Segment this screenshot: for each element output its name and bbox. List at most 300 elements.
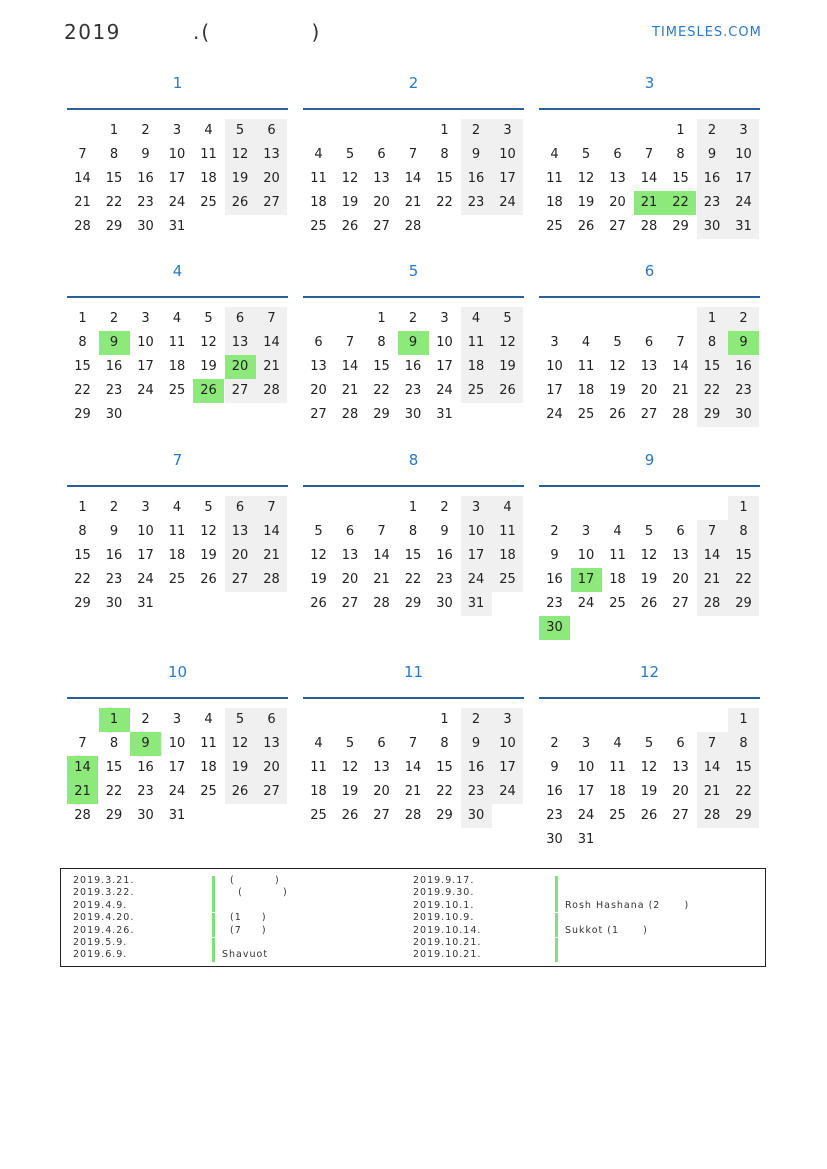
day-cell[interactable]: 17 — [461, 544, 492, 568]
day-cell[interactable]: 8 — [697, 331, 728, 355]
day-cell[interactable]: 27 — [341, 596, 359, 611]
day-cell[interactable]: 19 — [577, 195, 595, 210]
day-cell[interactable]: 25 — [609, 596, 626, 611]
day-cell[interactable]: 23 — [697, 191, 728, 215]
day-cell[interactable]: 23 — [137, 784, 154, 799]
day-cell[interactable]: 24 — [461, 568, 492, 592]
day-cell[interactable]: 1 — [109, 123, 119, 138]
day-cell[interactable]: 26 — [640, 808, 658, 823]
day-cell[interactable]: 26 — [200, 572, 217, 587]
day-cell[interactable]: 13 — [225, 520, 256, 544]
day-cell[interactable]: 24 — [577, 808, 595, 823]
day-cell[interactable]: 12 — [640, 548, 658, 563]
day-cell[interactable]: 8 — [377, 335, 386, 350]
day-cell[interactable]: 14 — [74, 171, 91, 186]
day-cell[interactable]: 13 — [225, 331, 256, 355]
day-cell[interactable]: 15 — [373, 359, 390, 374]
day-cell[interactable]: 14 — [697, 544, 728, 568]
day-cell[interactable]: 7 — [644, 147, 654, 162]
day-cell[interactable]: 18 — [168, 359, 186, 374]
day-cell[interactable]: 15 — [436, 760, 453, 775]
day-cell[interactable]: 26 — [225, 191, 256, 215]
day-cell[interactable]: 7 — [697, 732, 728, 756]
day-cell[interactable]: 24 — [137, 572, 154, 587]
day-cell[interactable]: 3 — [172, 123, 182, 138]
day-cell[interactable]: 27 — [225, 379, 256, 403]
day-cell[interactable]: 28 — [373, 596, 390, 611]
day-cell[interactable]: 18 — [310, 195, 327, 210]
day-cell[interactable]: 16 — [436, 548, 453, 563]
day-cell[interactable]: 12 — [640, 760, 658, 775]
day-cell[interactable]: 21 — [404, 784, 422, 799]
day-cell[interactable]: 3 — [492, 708, 523, 732]
day-cell[interactable]: 17 — [546, 383, 563, 398]
day-cell[interactable]: 28 — [256, 568, 287, 592]
day-cell[interactable]: 21 — [67, 780, 98, 804]
day-cell[interactable]: 8 — [78, 335, 87, 350]
day-cell[interactable]: 15 — [672, 171, 689, 186]
day-cell[interactable]: 18 — [200, 171, 217, 186]
day-cell[interactable]: 7 — [78, 147, 87, 162]
day-cell[interactable]: 1 — [99, 708, 130, 732]
day-cell[interactable]: 16 — [546, 572, 563, 587]
day-cell[interactable]: 6 — [256, 708, 287, 732]
day-cell[interactable]: 19 — [640, 784, 658, 799]
day-cell[interactable]: 2 — [550, 736, 559, 751]
day-cell[interactable]: 17 — [168, 760, 186, 775]
day-cell[interactable]: 6 — [676, 736, 685, 751]
day-cell[interactable]: 2 — [697, 119, 728, 143]
day-cell[interactable]: 28 — [640, 219, 658, 234]
day-cell[interactable]: 31 — [137, 596, 154, 611]
day-cell[interactable]: 26 — [341, 219, 359, 234]
day-cell[interactable]: 30 — [105, 407, 123, 422]
day-cell[interactable]: 30 — [137, 219, 154, 234]
day-cell[interactable]: 19 — [492, 355, 523, 379]
day-cell[interactable]: 15 — [404, 548, 422, 563]
day-cell[interactable]: 6 — [676, 524, 685, 539]
day-cell[interactable]: 10 — [492, 143, 523, 167]
day-cell[interactable]: 18 — [310, 784, 327, 799]
day-cell[interactable]: 20 — [225, 544, 256, 568]
day-cell[interactable]: 11 — [200, 736, 217, 751]
day-cell[interactable]: 21 — [256, 544, 287, 568]
day-cell[interactable]: 14 — [672, 359, 689, 374]
day-cell[interactable]: 6 — [377, 736, 386, 751]
day-cell[interactable]: 9 — [728, 331, 759, 355]
day-cell[interactable]: 26 — [341, 808, 359, 823]
day-cell[interactable]: 26 — [492, 379, 523, 403]
day-cell[interactable]: 9 — [398, 331, 429, 355]
day-cell[interactable]: 28 — [697, 804, 728, 828]
day-cell[interactable]: 21 — [256, 355, 287, 379]
day-cell[interactable]: 31 — [436, 407, 453, 422]
day-cell[interactable]: 23 — [105, 383, 123, 398]
day-cell[interactable]: 12 — [609, 359, 626, 374]
day-cell[interactable]: 18 — [168, 548, 186, 563]
day-cell[interactable]: 12 — [341, 171, 359, 186]
day-cell[interactable]: 22 — [665, 191, 696, 215]
day-cell[interactable]: 11 — [200, 147, 217, 162]
day-cell[interactable]: 1 — [728, 496, 759, 520]
day-cell[interactable]: 13 — [310, 359, 327, 374]
day-cell[interactable]: 22 — [728, 780, 759, 804]
day-cell[interactable]: 12 — [200, 335, 217, 350]
day-cell[interactable]: 17 — [168, 171, 186, 186]
day-cell[interactable]: 28 — [74, 219, 91, 234]
day-cell[interactable]: 2 — [461, 708, 492, 732]
day-cell[interactable]: 30 — [137, 808, 154, 823]
day-cell[interactable]: 22 — [404, 572, 422, 587]
day-cell[interactable]: 11 — [609, 760, 626, 775]
day-cell[interactable]: 11 — [577, 359, 595, 374]
day-cell[interactable]: 25 — [168, 383, 186, 398]
day-cell[interactable]: 14 — [256, 520, 287, 544]
day-cell[interactable]: 1 — [676, 123, 685, 138]
day-cell[interactable]: 20 — [225, 355, 256, 379]
day-cell[interactable]: 14 — [697, 756, 728, 780]
day-cell[interactable]: 16 — [105, 548, 123, 563]
day-cell[interactable]: 28 — [256, 379, 287, 403]
day-cell[interactable]: 15 — [436, 171, 453, 186]
day-cell[interactable]: 5 — [225, 708, 256, 732]
brand-logo-text[interactable]: TIMESLES.COM — [652, 25, 762, 40]
day-cell[interactable]: 4 — [461, 307, 492, 331]
day-cell[interactable]: 18 — [609, 572, 626, 587]
day-cell[interactable]: 8 — [440, 736, 449, 751]
day-cell[interactable]: 19 — [640, 572, 658, 587]
day-cell[interactable]: 4 — [613, 524, 622, 539]
day-cell[interactable]: 9 — [141, 147, 150, 162]
day-cell[interactable]: 22 — [105, 195, 123, 210]
day-cell[interactable]: 26 — [577, 219, 595, 234]
day-cell[interactable]: 17 — [492, 167, 523, 191]
day-cell[interactable]: 23 — [546, 596, 563, 611]
day-cell[interactable]: 3 — [550, 335, 559, 350]
day-cell[interactable]: 3 — [172, 712, 182, 727]
day-cell[interactable]: 30 — [461, 804, 492, 828]
day-cell[interactable]: 17 — [492, 756, 523, 780]
day-cell[interactable]: 12 — [200, 524, 217, 539]
day-cell[interactable]: 6 — [314, 335, 323, 350]
day-cell[interactable]: 15 — [697, 355, 728, 379]
day-cell[interactable]: 28 — [74, 808, 91, 823]
day-cell[interactable]: 7 — [345, 335, 355, 350]
day-cell[interactable]: 13 — [341, 548, 359, 563]
day-cell[interactable]: 4 — [613, 736, 622, 751]
day-cell[interactable]: 22 — [74, 383, 91, 398]
day-cell[interactable]: 3 — [440, 311, 449, 326]
day-cell[interactable]: 31 — [168, 808, 186, 823]
day-cell[interactable]: 10 — [577, 548, 595, 563]
day-cell[interactable]: 2 — [109, 500, 119, 515]
day-cell[interactable]: 4 — [204, 712, 213, 727]
day-cell[interactable]: 20 — [609, 195, 626, 210]
day-cell[interactable]: 28 — [697, 592, 728, 616]
day-cell[interactable]: 8 — [728, 732, 759, 756]
day-cell[interactable]: 24 — [168, 784, 186, 799]
day-cell[interactable]: 29 — [74, 596, 91, 611]
day-cell[interactable]: 17 — [137, 359, 154, 374]
day-cell[interactable]: 23 — [105, 572, 123, 587]
day-cell[interactable]: 18 — [461, 355, 492, 379]
day-cell[interactable]: 28 — [404, 808, 422, 823]
day-cell[interactable]: 14 — [404, 171, 422, 186]
day-cell[interactable]: 8 — [78, 524, 87, 539]
day-cell[interactable]: 2 — [728, 307, 759, 331]
day-cell[interactable]: 7 — [676, 335, 685, 350]
day-cell[interactable]: 5 — [492, 307, 523, 331]
day-cell[interactable]: 25 — [609, 808, 626, 823]
day-cell[interactable]: 29 — [697, 403, 728, 427]
day-cell[interactable]: 10 — [461, 520, 492, 544]
day-cell[interactable]: 5 — [613, 335, 622, 350]
day-cell[interactable]: 28 — [404, 219, 422, 234]
day-cell[interactable]: 19 — [200, 359, 217, 374]
day-cell[interactable]: 31 — [461, 592, 492, 616]
day-cell[interactable]: 24 — [492, 191, 523, 215]
day-cell[interactable]: 10 — [168, 147, 186, 162]
day-cell[interactable]: 25 — [168, 572, 186, 587]
day-cell[interactable]: 13 — [640, 359, 658, 374]
day-cell[interactable]: 11 — [492, 520, 523, 544]
day-cell[interactable]: 20 — [373, 195, 390, 210]
day-cell[interactable]: 16 — [728, 355, 759, 379]
day-cell[interactable]: 17 — [728, 167, 759, 191]
day-cell[interactable]: 3 — [492, 119, 523, 143]
day-cell[interactable]: 23 — [436, 572, 453, 587]
day-cell[interactable]: 16 — [404, 359, 422, 374]
day-cell[interactable]: 8 — [728, 520, 759, 544]
day-cell[interactable]: 3 — [141, 500, 150, 515]
day-cell[interactable]: 9 — [697, 143, 728, 167]
day-cell[interactable]: 5 — [644, 524, 654, 539]
day-cell[interactable]: 21 — [404, 195, 422, 210]
day-cell[interactable]: 12 — [577, 171, 595, 186]
day-cell[interactable]: 19 — [341, 195, 359, 210]
day-cell[interactable]: 13 — [256, 143, 287, 167]
day-cell[interactable]: 4 — [492, 496, 523, 520]
day-cell[interactable]: 26 — [310, 596, 327, 611]
day-cell[interactable]: 24 — [436, 383, 453, 398]
day-cell[interactable]: 29 — [728, 592, 759, 616]
day-cell[interactable]: 9 — [440, 524, 449, 539]
day-cell[interactable]: 29 — [105, 219, 123, 234]
day-cell[interactable]: 12 — [492, 331, 523, 355]
day-cell[interactable]: 17 — [571, 568, 602, 592]
day-cell[interactable]: 19 — [341, 784, 359, 799]
day-cell[interactable]: 4 — [314, 736, 323, 751]
day-cell[interactable]: 25 — [310, 808, 327, 823]
day-cell[interactable]: 21 — [74, 195, 91, 210]
day-cell[interactable]: 15 — [105, 760, 123, 775]
day-cell[interactable]: 15 — [105, 171, 123, 186]
day-cell[interactable]: 9 — [461, 732, 492, 756]
day-cell[interactable]: 16 — [137, 171, 154, 186]
day-cell[interactable]: 26 — [225, 780, 256, 804]
day-cell[interactable]: 1 — [440, 712, 449, 727]
day-cell[interactable]: 4 — [550, 147, 559, 162]
day-cell[interactable]: 24 — [137, 383, 154, 398]
day-cell[interactable]: 20 — [310, 383, 327, 398]
day-cell[interactable]: 27 — [225, 568, 256, 592]
day-cell[interactable]: 30 — [105, 596, 123, 611]
day-cell[interactable]: 21 — [634, 191, 665, 215]
day-cell[interactable]: 5 — [345, 736, 355, 751]
day-cell[interactable]: 10 — [546, 359, 563, 374]
day-cell[interactable]: 9 — [550, 548, 559, 563]
day-cell[interactable]: 28 — [672, 407, 689, 422]
day-cell[interactable]: 27 — [256, 191, 287, 215]
day-cell[interactable]: 13 — [373, 760, 390, 775]
day-cell[interactable]: 24 — [728, 191, 759, 215]
day-cell[interactable]: 7 — [78, 736, 87, 751]
day-cell[interactable]: 4 — [172, 500, 182, 515]
day-cell[interactable]: 5 — [204, 311, 213, 326]
day-cell[interactable]: 2 — [141, 712, 150, 727]
day-cell[interactable]: 1 — [78, 500, 87, 515]
day-cell[interactable]: 15 — [728, 544, 759, 568]
day-cell[interactable]: 14 — [256, 331, 287, 355]
day-cell[interactable]: 27 — [373, 219, 390, 234]
day-cell[interactable]: 17 — [577, 784, 595, 799]
day-cell[interactable]: 9 — [130, 732, 161, 756]
day-cell[interactable]: 1 — [78, 311, 87, 326]
day-cell[interactable]: 30 — [436, 596, 453, 611]
day-cell[interactable]: 29 — [728, 804, 759, 828]
day-cell[interactable]: 13 — [373, 171, 390, 186]
day-cell[interactable]: 30 — [404, 407, 422, 422]
day-cell[interactable]: 15 — [74, 359, 91, 374]
day-cell[interactable]: 11 — [168, 335, 186, 350]
day-cell[interactable]: 12 — [225, 732, 256, 756]
day-cell[interactable]: 31 — [577, 832, 595, 847]
day-cell[interactable]: 4 — [314, 147, 323, 162]
day-cell[interactable]: 25 — [461, 379, 492, 403]
day-cell[interactable]: 21 — [341, 383, 359, 398]
day-cell[interactable]: 13 — [672, 548, 689, 563]
day-cell[interactable]: 10 — [137, 524, 154, 539]
day-cell[interactable]: 9 — [461, 143, 492, 167]
day-cell[interactable]: 27 — [672, 808, 689, 823]
day-cell[interactable]: 13 — [256, 732, 287, 756]
day-cell[interactable]: 11 — [461, 331, 492, 355]
day-cell[interactable]: 7 — [256, 307, 287, 331]
day-cell[interactable]: 22 — [436, 784, 453, 799]
day-cell[interactable]: 18 — [492, 544, 523, 568]
day-cell[interactable]: 11 — [609, 548, 626, 563]
day-cell[interactable]: 19 — [225, 167, 256, 191]
day-cell[interactable]: 6 — [345, 524, 355, 539]
day-cell[interactable]: 29 — [74, 407, 91, 422]
day-cell[interactable]: 11 — [310, 760, 327, 775]
day-cell[interactable]: 31 — [728, 215, 759, 239]
day-cell[interactable]: 29 — [105, 808, 123, 823]
day-cell[interactable]: 1 — [377, 311, 386, 326]
day-cell[interactable]: 27 — [672, 596, 689, 611]
day-cell[interactable]: 2 — [141, 123, 150, 138]
day-cell[interactable]: 25 — [546, 219, 563, 234]
day-cell[interactable]: 17 — [436, 359, 453, 374]
day-cell[interactable]: 20 — [256, 756, 287, 780]
day-cell[interactable]: 14 — [341, 359, 359, 374]
day-cell[interactable]: 22 — [697, 379, 728, 403]
day-cell[interactable]: 5 — [204, 500, 213, 515]
day-cell[interactable]: 2 — [550, 524, 559, 539]
day-cell[interactable]: 27 — [609, 219, 626, 234]
day-cell[interactable]: 16 — [461, 756, 492, 780]
day-cell[interactable]: 5 — [314, 524, 323, 539]
day-cell[interactable]: 25 — [200, 784, 217, 799]
day-cell[interactable]: 26 — [609, 407, 626, 422]
day-cell[interactable]: 10 — [492, 732, 523, 756]
day-cell[interactable]: 6 — [256, 119, 287, 143]
day-cell[interactable]: 19 — [609, 383, 626, 398]
day-cell[interactable]: 19 — [310, 572, 327, 587]
day-cell[interactable]: 20 — [672, 572, 689, 587]
day-cell[interactable]: 3 — [581, 736, 591, 751]
day-cell[interactable]: 8 — [109, 736, 119, 751]
day-cell[interactable]: 14 — [640, 171, 658, 186]
day-cell[interactable]: 16 — [546, 784, 563, 799]
day-cell[interactable]: 16 — [105, 359, 123, 374]
day-cell[interactable]: 27 — [256, 780, 287, 804]
day-cell[interactable]: 8 — [440, 147, 449, 162]
day-cell[interactable]: 28 — [341, 407, 359, 422]
day-cell[interactable]: 29 — [672, 219, 689, 234]
day-cell[interactable]: 11 — [168, 524, 186, 539]
day-cell[interactable]: 23 — [461, 191, 492, 215]
day-cell[interactable]: 10 — [137, 335, 154, 350]
day-cell[interactable]: 30 — [539, 616, 570, 640]
day-cell[interactable]: 18 — [546, 195, 563, 210]
day-cell[interactable]: 29 — [373, 407, 390, 422]
day-cell[interactable]: 22 — [105, 784, 123, 799]
day-cell[interactable]: 2 — [440, 500, 449, 515]
day-cell[interactable]: 10 — [168, 736, 186, 751]
day-cell[interactable]: 9 — [550, 760, 559, 775]
day-cell[interactable]: 14 — [373, 548, 390, 563]
day-cell[interactable]: 30 — [728, 403, 759, 427]
day-cell[interactable]: 25 — [310, 219, 327, 234]
day-cell[interactable]: 5 — [581, 147, 591, 162]
day-cell[interactable]: 6 — [644, 335, 654, 350]
day-cell[interactable]: 6 — [225, 307, 256, 331]
day-cell[interactable]: 30 — [546, 832, 563, 847]
day-cell[interactable]: 12 — [310, 548, 327, 563]
day-cell[interactable]: 2 — [109, 311, 119, 326]
day-cell[interactable]: 11 — [310, 171, 327, 186]
day-cell[interactable]: 18 — [577, 383, 595, 398]
day-cell[interactable]: 3 — [141, 311, 150, 326]
day-cell[interactable]: 17 — [137, 548, 154, 563]
day-cell[interactable]: 8 — [109, 147, 119, 162]
day-cell[interactable]: 20 — [341, 572, 359, 587]
day-cell[interactable]: 15 — [74, 548, 91, 563]
day-cell[interactable]: 4 — [204, 123, 213, 138]
day-cell[interactable]: 14 — [67, 756, 98, 780]
day-cell[interactable]: 20 — [640, 383, 658, 398]
day-cell[interactable]: 6 — [225, 496, 256, 520]
day-cell[interactable]: 1 — [728, 708, 759, 732]
day-cell[interactable]: 31 — [168, 219, 186, 234]
day-cell[interactable]: 25 — [200, 195, 217, 210]
day-cell[interactable]: 14 — [404, 760, 422, 775]
day-cell[interactable]: 20 — [256, 167, 287, 191]
day-cell[interactable]: 10 — [436, 335, 453, 350]
day-cell[interactable]: 26 — [193, 379, 224, 403]
day-cell[interactable]: 16 — [461, 167, 492, 191]
